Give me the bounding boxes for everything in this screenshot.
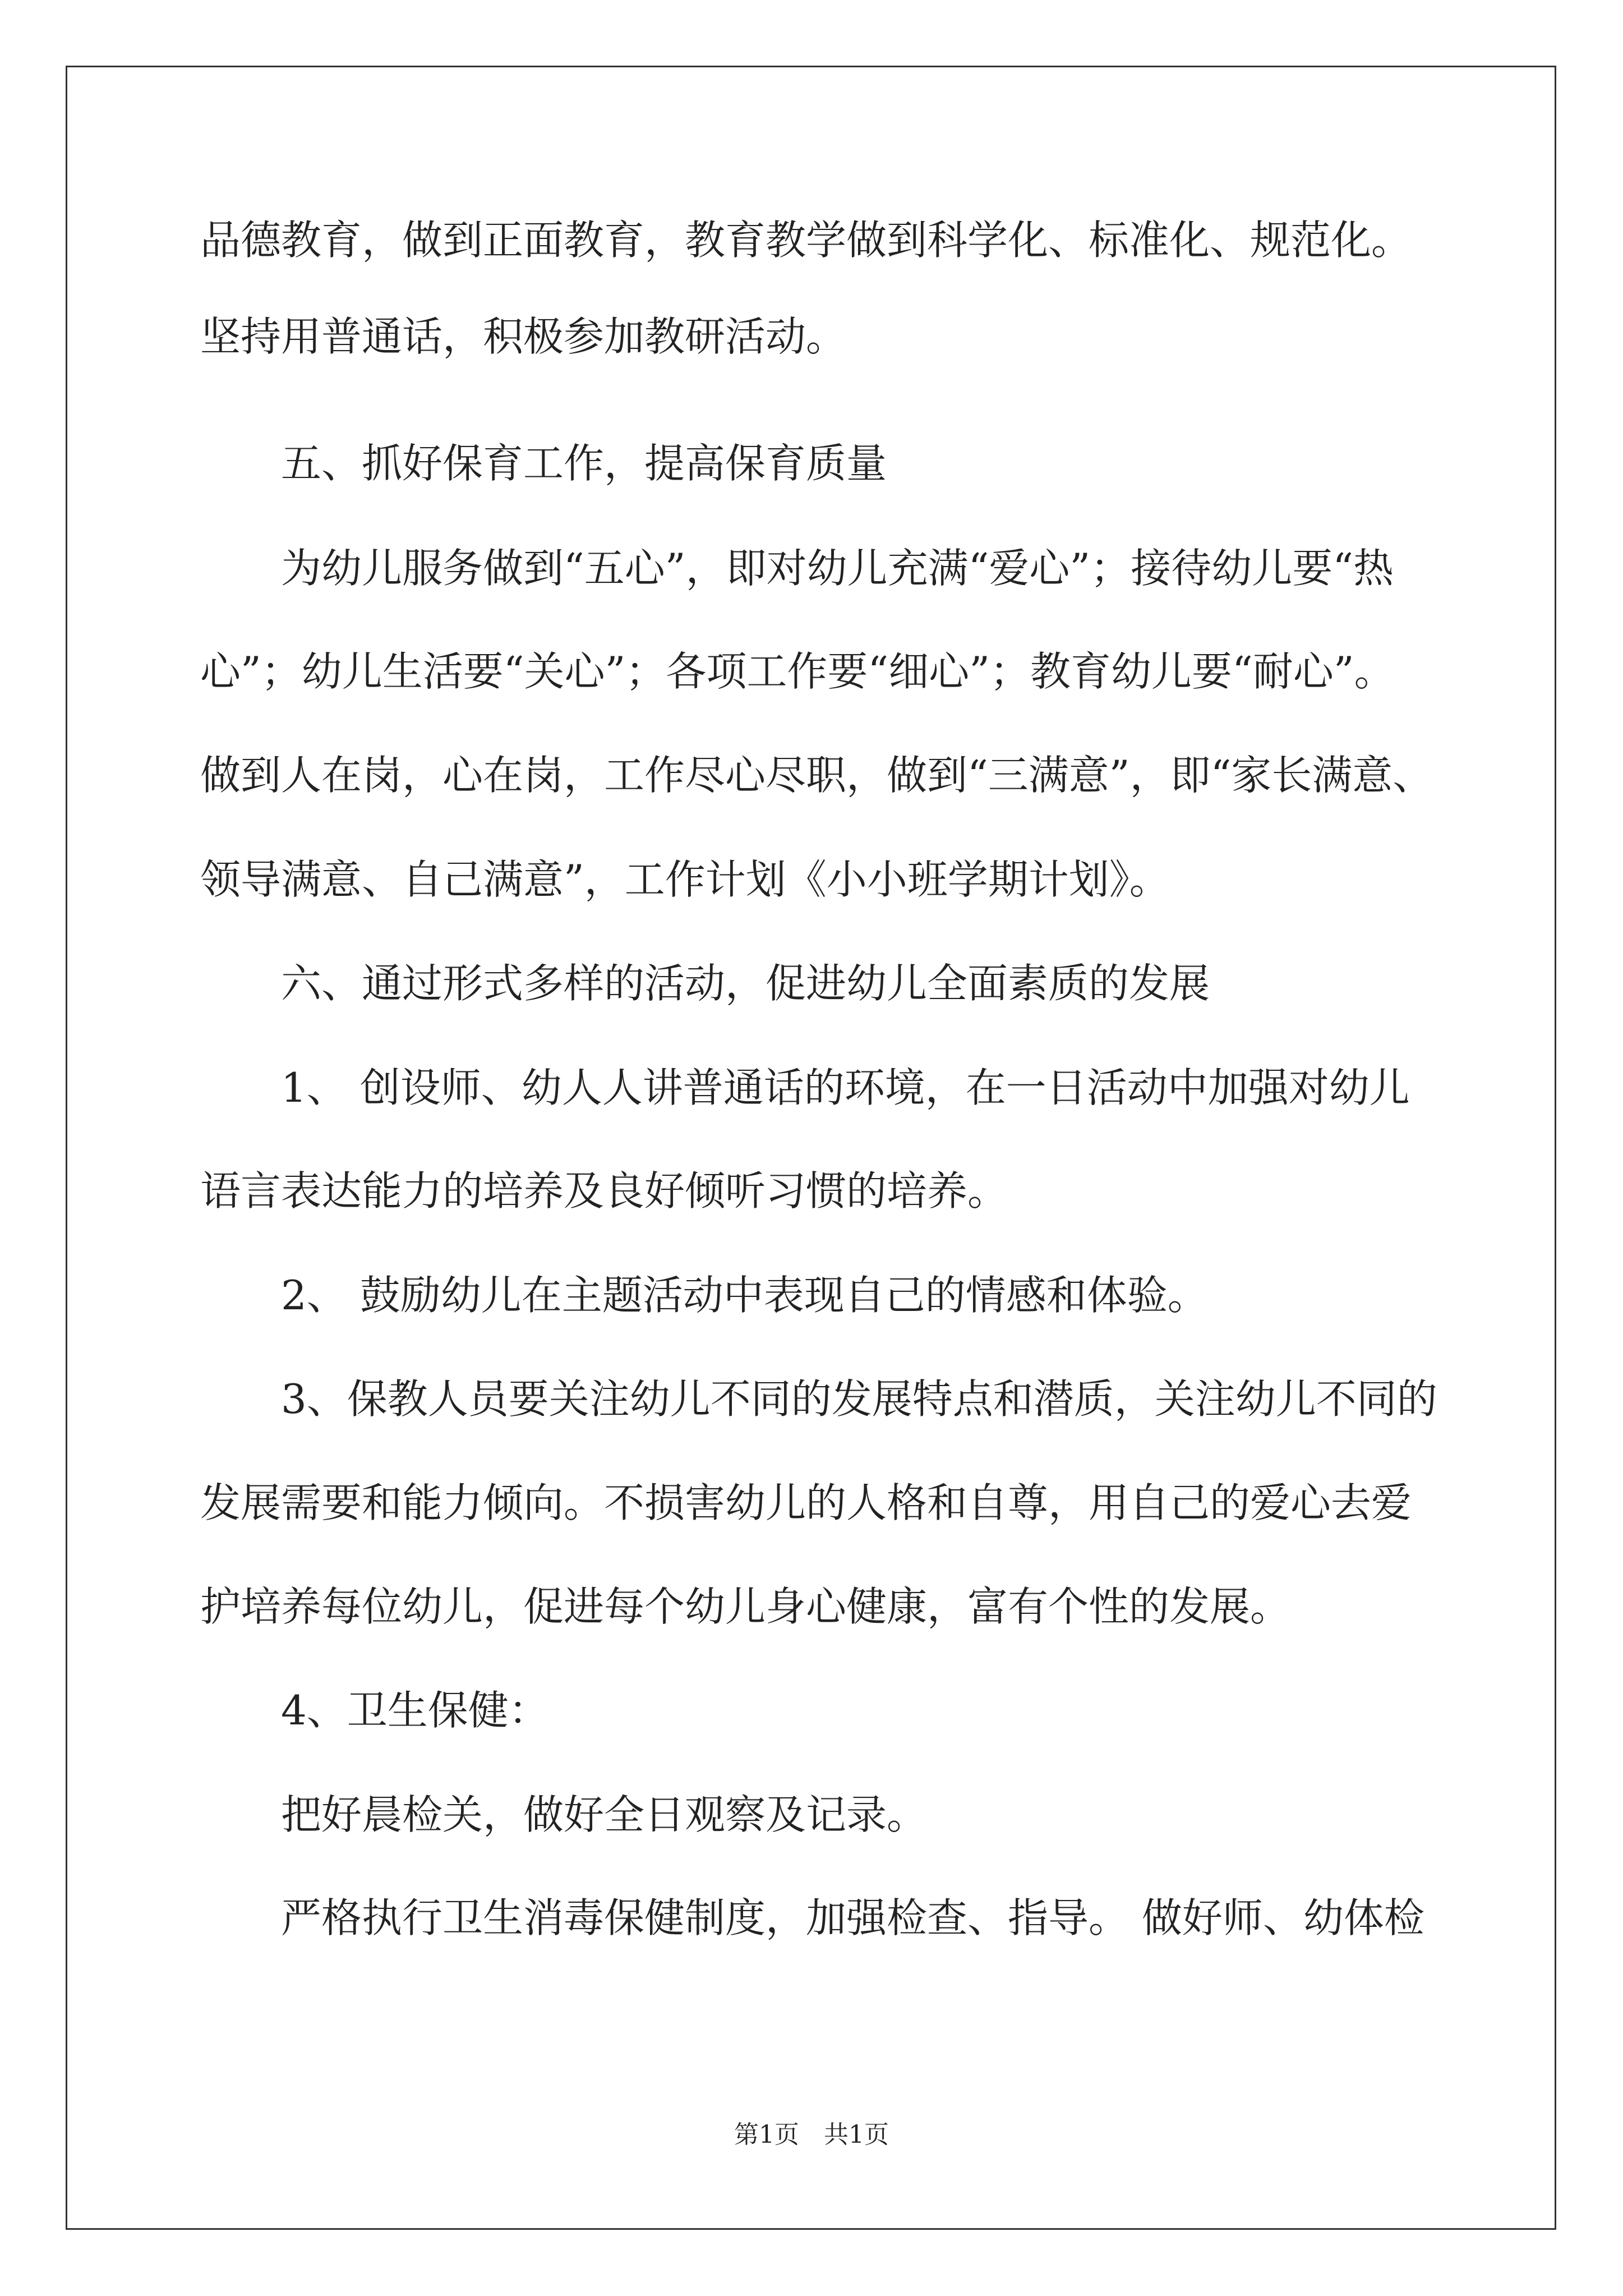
- section-heading: 六、通过形式多样的活动，促进幼儿全面素质的发展: [281, 960, 1210, 1007]
- body-line: 护培养每位幼儿，促进每个幼儿身心健康，富有个性的发展。: [200, 1583, 1291, 1630]
- body-line: 心”；幼儿生活要“关心”；各项工作要“细心”；教育幼儿要“耐心”。: [200, 648, 1395, 695]
- body-line: 严格执行卫生消毒保健制度，加强检查、指导。 做好师、幼体检: [281, 1894, 1424, 1941]
- body-line: 品德教育，做到正面教育，教育教学做到科学化、标准化、规范化。: [200, 217, 1412, 264]
- list-item: 3、保教人员要关注幼儿不同的发展特点和潜质，关注幼儿不同的: [281, 1375, 1437, 1423]
- list-item: 4、卫生保健：: [281, 1687, 549, 1734]
- list-item: 2、 鼓励幼儿在主题活动中表现自己的情感和体验。: [281, 1272, 1208, 1319]
- section-heading: 五、抓好保育工作，提高保育质量: [281, 440, 887, 487]
- body-line: 领导满意、自己满意”，工作计划《小小班学期计划》。: [200, 856, 1170, 903]
- body-line: 为幼儿服务做到“五心”，即对幼儿充满“爱心”；接待幼儿要“热: [281, 545, 1394, 592]
- body-line: 发展需要和能力倾向。不损害幼儿的人格和自尊，用自己的爱心去爱: [200, 1479, 1412, 1526]
- body-line: 把好晨检关，做好全日观察及记录。: [281, 1791, 928, 1838]
- page-footer: 第1页 共1页: [734, 2120, 889, 2149]
- body-line: 坚持用普通话，积极参加教研活动。: [200, 313, 847, 360]
- body-line: 做到人在岗，心在岗，工作尽心尽职，做到“三满意”，即“家长满意、: [200, 752, 1433, 799]
- body-line: 语言表达能力的培养及良好倾听习惯的培养。: [200, 1167, 1008, 1214]
- list-item: 1、 创设师、幼人人讲普通话的环境，在一日活动中加强对幼儿: [281, 1064, 1410, 1111]
